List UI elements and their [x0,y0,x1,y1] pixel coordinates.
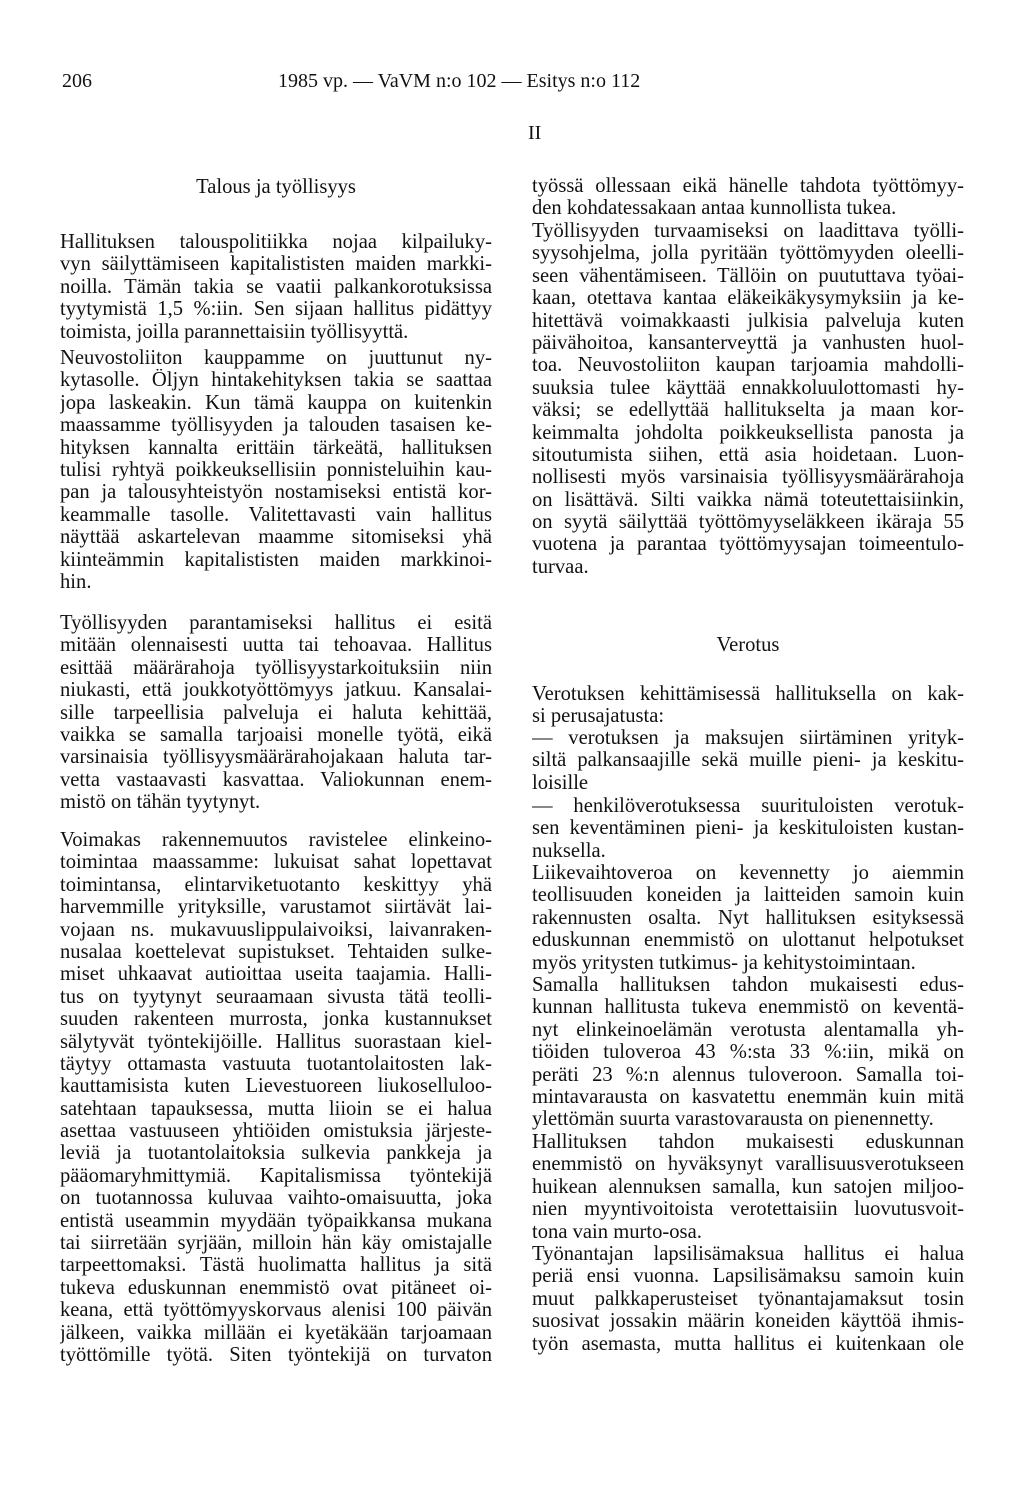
text-line: rakennusten osalta. Nyt hallituksen esityksessä [532,906,964,929]
running-head: 1985 vp. — VaVM n:o 102 — Esitys n:o 112 [278,70,641,92]
text-line: työttömille työtä. Siten työntekijä on turvaton [60,1343,492,1366]
text-line: periä ensi vuonna. Lapsilisämaksu samoin kuin [532,1265,964,1288]
text-line: si perusajatusta: [532,705,665,728]
text-line: tyytymistä 1,5 %:iin. Sen sijaan hallitus pidättyy [60,298,492,321]
text-line: eduskunnan enemmistö on ulottanut helpotukset [532,929,964,952]
text-line: Samalla hallituksen tahdon mukaisesti edus- [532,974,964,996]
text-line: teollisuuden koneiden ja laitteiden samoin kuin [532,884,964,907]
text-line: ylettömän suurta varastovarausta on pienennetty. [532,1108,934,1131]
text-line: on lisättävä. Silti vaikka nämä toteutettaisiinkin, [532,488,964,511]
text-line: suuden rakenteen murrosta, jonka kustannukset [60,1008,492,1031]
text-line: mintavarausta on kasvatettu enemmän kuin mitä [532,1085,964,1108]
text-line: jälkeen, vaikka millään ei kyetäkään tarjoamaan [60,1321,492,1344]
text-line: keana, että työttömyyskorvaus alenisi 100 päivän [60,1299,492,1322]
text-line: siltä palkansaajille sekä muille pieni- ja keskitu- [532,749,964,772]
text-line: — henkilöverotuksessa suurituloisten verotuk- [532,795,964,817]
paragraph [60,231,492,343]
text-line: täytyy ottamasta vastuuta tuotantolaitosten lak- [60,1052,492,1075]
text-line: Liikevaihtoveroa on kevennetty jo aiemmin [532,862,964,884]
paragraph [532,175,964,220]
text-line: miset uhkaavat autioittaa useita taajamia. Halli- [60,963,492,986]
text-line: Työllisyyden turvaamiseksi on laadittava työlli- [532,220,964,242]
text-line: turvaa. [532,555,589,578]
text-line: varsinaisia työllisyysmäärärahojakaan haluta tar- [60,746,492,769]
text-line: niukasti, että joukkotyöttömyys jatkuu. Kansalai- [60,679,492,702]
text-line: harvemmille yrityksille, varustamot siirtävät lai- [60,896,492,919]
text-line: sille tarpeellisia palveluja ei haluta kehittää, [60,701,492,724]
text-line: Voimakas rakennemuutos ravistelee elinkeino- [60,829,492,851]
text-line: loisille [532,771,589,794]
text-line: muut palkkaperusteiset työnantajamaksut tosin [532,1287,964,1310]
text-line: hin. [60,570,92,593]
text-line: keimmalta johdolta poikkeuksellista panosta ja [532,421,964,444]
text-line: satehtaan tapauksessa, mutta liioin se ei halua [60,1097,492,1120]
text-line: vyn säilyttämiseen kapitalististen maiden markki- [60,253,492,276]
text-line: enemmistö on hyväksynyt varallisuusverotukseen [532,1153,964,1176]
text-line: mitään olennaisesti uutta tai tehoavaa. Hallitus [60,634,492,657]
text-line: kauttamisista kuten Lievestuoreen liukoselluloo- [60,1075,492,1098]
text-line: nyt elinkeinoelämän verotusta alentamalla yh- [532,1018,964,1041]
text-line: tona vain murto-osa. [532,1220,702,1243]
text-line: vojaan ns. mukavuuslippulaivoiksi, laivanraken- [60,918,492,941]
text-line: den kohdatessakaan antaa kunnollista tukea. [532,197,897,220]
text-line: tukeva eduskunnan enemmistö ovat pitäneet oi- [60,1276,492,1299]
text-line: syysohjelma, jolla pyritään työttömyyden oleelli- [532,242,964,265]
text-line: tarpeettomaksi. Tästä huolimatta hallitus ja sitä [60,1254,492,1277]
text-line: nusalaa koettelevat supistukset. Tehtaiden sulke- [60,940,492,963]
text-line: hityksen kannalta erittäin tärkeätä, hallituksen [60,436,492,459]
list-item [532,795,964,862]
text-line: vaikka se samalla tarjoaisi monelle työtä, eikä [60,723,492,746]
text-line: työssä ollessaan eikä hänelle tahdota työttömyy- [532,175,964,197]
text-line: peräti 23 %:n alennus tuloveroon. Samalla toi- [532,1063,964,1086]
paragraph [532,974,964,1131]
paragraph [60,612,492,814]
text-line: entistä useammin myydään työpaikkansa mukana [60,1209,492,1232]
text-line: pääomaryhmittymiä. Kapitalismissa työntekijä [60,1164,492,1187]
text-line: vetta vastaavasti kasvattaa. Valiokunnan enem- [60,768,492,791]
text-line: suuksia tulee käyttää ennakkoluulottomasti hy- [532,376,964,399]
text-line: kiinteämmin kapitalististen maiden markkinoi- [60,548,492,571]
text-line: keammalle tasolle. Valitettavasti vain hallitus [60,503,492,526]
text-line: kunnan hallitusta tukeva enemmistö on keventä- [532,996,964,1019]
text-line: on tuotannossa kuluvaa vaihto-omaisuutta, joka [60,1187,492,1210]
text-line: seen vähentämiseen. Tällöin on puututtava työai- [532,264,964,287]
section-heading-verotus: Verotus [716,634,780,656]
text-line: hitettävä voimakkaasti julkisia palveluja kuten [532,309,964,332]
page-number: 206 [62,70,92,92]
text-line: leviä ja tuotantolaitoksia sulkevia pankkeja ja [60,1142,492,1165]
text-line: väksi; se edellyttää hallitukselta ja maan kor- [532,399,964,422]
text-line: Työllisyyden parantamiseksi hallitus ei esitä [60,612,492,634]
text-line: tus on tyytynyt seuraamaan sivusta tätä teolli- [60,985,492,1008]
text-line: asettaa vastuuseen yhtiöiden omistuksia järjeste- [60,1120,492,1143]
text-line: on syytä säilyttää työttömyyseläkkeen ikäraja 55 [532,511,964,534]
text-line: jopa laskeakin. Kun tämä kauppa on kuitenkin [60,391,492,414]
paragraph [532,1131,964,1243]
text-line: Verotuksen kehittämisessä hallituksella on kak- [532,683,964,705]
text-line: päivähoitoa, kansanterveyttä ja vanhusten huol- [532,331,964,354]
text-line: noilla. Tämän takia se vaatii palkankorotuksissa [60,275,492,298]
text-line: Neuvostoliiton kauppamme on juuttunut ny- [60,347,492,369]
text-line: Työnantajan lapsilisämaksua hallitus ei halua [532,1243,964,1265]
section-heading-talous: Talous ja työllisyys [196,176,356,198]
text-line: pan ja talousyhteistyön nostamiseksi entistä kor- [60,481,492,504]
text-line: sen keventäminen pieni- ja keskituloisten kustan- [532,817,964,840]
paragraph [532,1243,964,1355]
text-line: kaan, otettava kantaa eläkeikäkysymyksiin ja ke- [532,287,964,310]
text-line: sälytyvät työntekijöille. Hallitus suorastaan kiel- [60,1030,492,1053]
paragraph [60,347,492,593]
section-numeral: II [528,122,542,144]
text-line: nien myyntivoitoista verotettaisiin luovutusvoit- [532,1198,964,1221]
list-item [532,727,964,794]
text-line: esittää määrärahoja työllisyystarkoituksiin niin [60,656,492,679]
text-line: myös yritysten tutkimus- ja kehitystoimintaan. [532,951,916,974]
text-line: toimintansa, elintarviketuotanto keskittyy yhä [60,873,492,896]
text-line: — verotuksen ja maksujen siirtäminen yrityk- [532,727,964,749]
text-line: toimintaa maassamme: lukuisat sahat lopettavat [60,851,492,874]
text-line: Hallituksen talouspolitiikka nojaa kilpailuky- [60,231,492,253]
text-line: nollisesti myös varsinaisia työllisyysmäärärahoja [532,466,964,489]
text-line: suosivat jossakin määrin koneiden käyttöä ihmis- [532,1310,964,1333]
text-line: vuotena ja parantaa työttömyysajan toimeentulo- [532,533,964,556]
text-line: Hallituksen tahdon mukaisesti eduskunnan [532,1131,964,1153]
text-line: tulisi ryhtyä poikkeuksellisiin ponnisteluihin kau- [60,458,492,481]
text-line: mistö on tähän tyytynyt. [60,791,261,814]
text-line: huikean alennuksen samalla, kun satojen miljoo- [532,1175,964,1198]
text-line: toimista, joilla parannettaisiin työllisyyttä. [60,320,409,343]
paragraph [532,862,964,974]
paragraph [532,220,964,578]
text-line: nuksella. [532,839,606,862]
text-line: kytasolle. Öljyn hintakehityksen takia se saattaa [60,369,492,392]
text-line: sitoutumista siihen, että asia hoidetaan. Luon- [532,443,964,466]
text-line: tai siirretään syrjään, milloin hän käy omistajalle [60,1232,492,1255]
text-line: työn asemasta, mutta hallitus ei kuitenkaan ole [532,1332,964,1355]
text-line: tiöiden tuloveroa 43 %:sta 33 %:iin, mikä on [532,1041,964,1064]
text-line: toa. Neuvostoliiton kaupan tarjoamia mahdolli- [532,354,964,377]
text-line: näyttää askartelevan maamme sitomiseksi yhä [60,526,492,549]
text-line: maassamme työllisyyden ja talouden tasaisen ke- [60,414,492,437]
paragraph [532,683,964,728]
paragraph [60,829,492,1366]
page-header [0,0,1024,110]
